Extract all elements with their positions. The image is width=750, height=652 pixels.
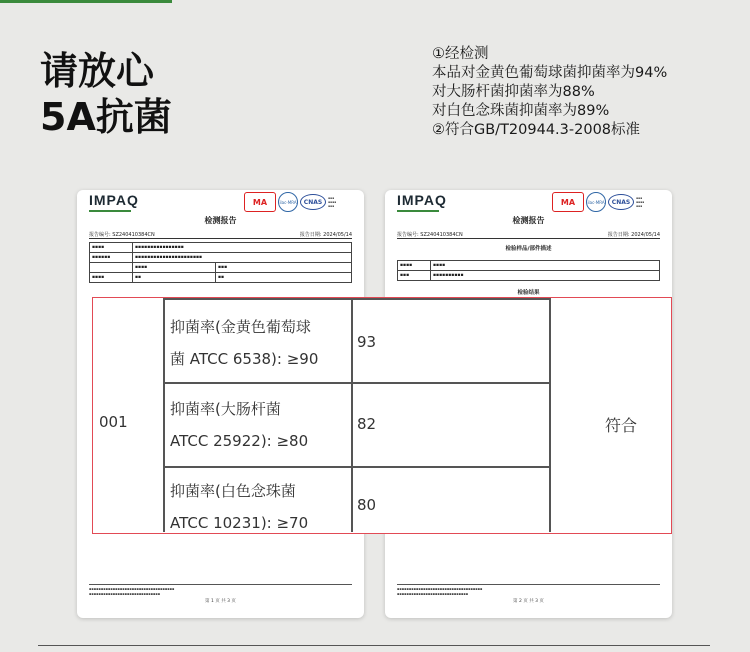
certification-badges (552, 192, 660, 212)
result-section-heading: 检验结果 (517, 290, 540, 296)
test-result-value: 82 (357, 415, 377, 433)
report-date: 报告日期: 2024/05/14 (299, 232, 352, 238)
test-item-name: 抑菌率(白色念珠菌 (170, 482, 296, 500)
conclusion: 符合 (605, 416, 638, 435)
report-footer: ▪▪▪▪▪▪▪▪▪▪▪▪▪▪▪▪▪▪▪▪▪▪▪▪▪▪▪▪▪▪▪▪▪▪▪▪ ▪▪▪▪▪▪▪▪▪▪▪▪▪▪▪▪▪▪▪▪▪▪▪▪▪▪▪▪▪▪ 第 2 页 共 3 页 (397, 584, 660, 604)
headline (40, 48, 172, 140)
test-result-value: 80 (357, 496, 377, 514)
note-line: ①经检测 (432, 46, 489, 62)
report-meta (397, 231, 660, 238)
sample-section-heading: 检验样品/部件描述 (505, 246, 552, 252)
cnas-badge-icon: CNAS (300, 194, 326, 210)
test-item-name: 抑菌率(金黄色葡萄球 (170, 318, 311, 336)
note-line: ②符合GB/T20944.3-2008标准 (432, 122, 641, 138)
report-date: 报告日期: 2024/05/14 (607, 232, 660, 238)
report-number: 报告编号: SZ240410384CN (397, 232, 463, 238)
bottom-divider (38, 645, 710, 646)
note-line: 对白色念珠菌抑菌率为89% (432, 103, 610, 119)
page-number: 第 1 页 共 3 页 (205, 599, 236, 604)
report-title: 检测报告 (204, 216, 237, 225)
ilac-badge-icon: ilac-MRA (586, 192, 606, 212)
test-result-value: 93 (357, 333, 377, 351)
test-item-requirement: ATCC 10231): ≥70 (170, 514, 309, 532)
sample-info-table: ▪▪▪▪ ▪▪▪▪▪▪▪▪▪▪▪▪▪▪▪▪ ▪▪▪▪▪▪ ▪▪▪▪▪▪▪▪▪▪▪▪▪▪▪▪▪▪▪▪▪▪ ▪▪▪▪ ▪▪▪ ▪▪▪▪ ▪▪ ▪▪ (89, 242, 352, 283)
badge-caption: ▪▪▪ ▪▪▪▪ ▪▪▪ (636, 196, 645, 208)
headline-line-1: 请放心 (40, 49, 155, 93)
headline-line-2: 5A抗菌 (40, 95, 172, 139)
sample-number: 001 (99, 413, 128, 431)
report-meta (89, 231, 352, 238)
impaq-logo: IMPAQ (89, 192, 139, 208)
certification-badges (244, 192, 352, 212)
cma-badge-icon: MA (244, 192, 276, 212)
report-number: 报告编号: SZ240410384CN (89, 232, 155, 238)
sample-table: ▪▪▪▪ ▪▪▪▪ ▪▪▪ ▪▪▪▪▪▪▪▪▪▪ (397, 260, 660, 281)
test-notes (432, 45, 667, 140)
report-title: 检测报告 (512, 216, 545, 225)
test-item-requirement: 菌 ATCC 6538): ≥90 (170, 350, 319, 368)
test-item-requirement: ATCC 25922): ≥80 (170, 432, 309, 450)
test-item-name: 抑菌率(大肠杆菌 (170, 400, 281, 418)
cnas-badge-icon: CNAS (608, 194, 634, 210)
ilac-badge-icon: ilac-MRA (278, 192, 298, 212)
impaq-logo: IMPAQ (397, 192, 447, 208)
page-number: 第 2 页 共 3 页 (513, 599, 544, 604)
badge-caption: ▪▪▪ ▪▪▪▪ ▪▪▪ (328, 196, 337, 208)
top-accent-bar (0, 0, 172, 3)
magnified-result-table (92, 297, 672, 534)
report-footer: ▪▪▪▪▪▪▪▪▪▪▪▪▪▪▪▪▪▪▪▪▪▪▪▪▪▪▪▪▪▪▪▪▪▪▪▪ ▪▪▪▪▪▪▪▪▪▪▪▪▪▪▪▪▪▪▪▪▪▪▪▪▪▪▪▪▪▪ 第 1 页 共 3 页 (89, 584, 352, 604)
note-line: 对大肠杆菌抑菌率为88% (432, 84, 595, 100)
cma-badge-icon: MA (552, 192, 584, 212)
note-line: 本品对金黄色葡萄球菌抑菌率为94% (432, 65, 668, 81)
